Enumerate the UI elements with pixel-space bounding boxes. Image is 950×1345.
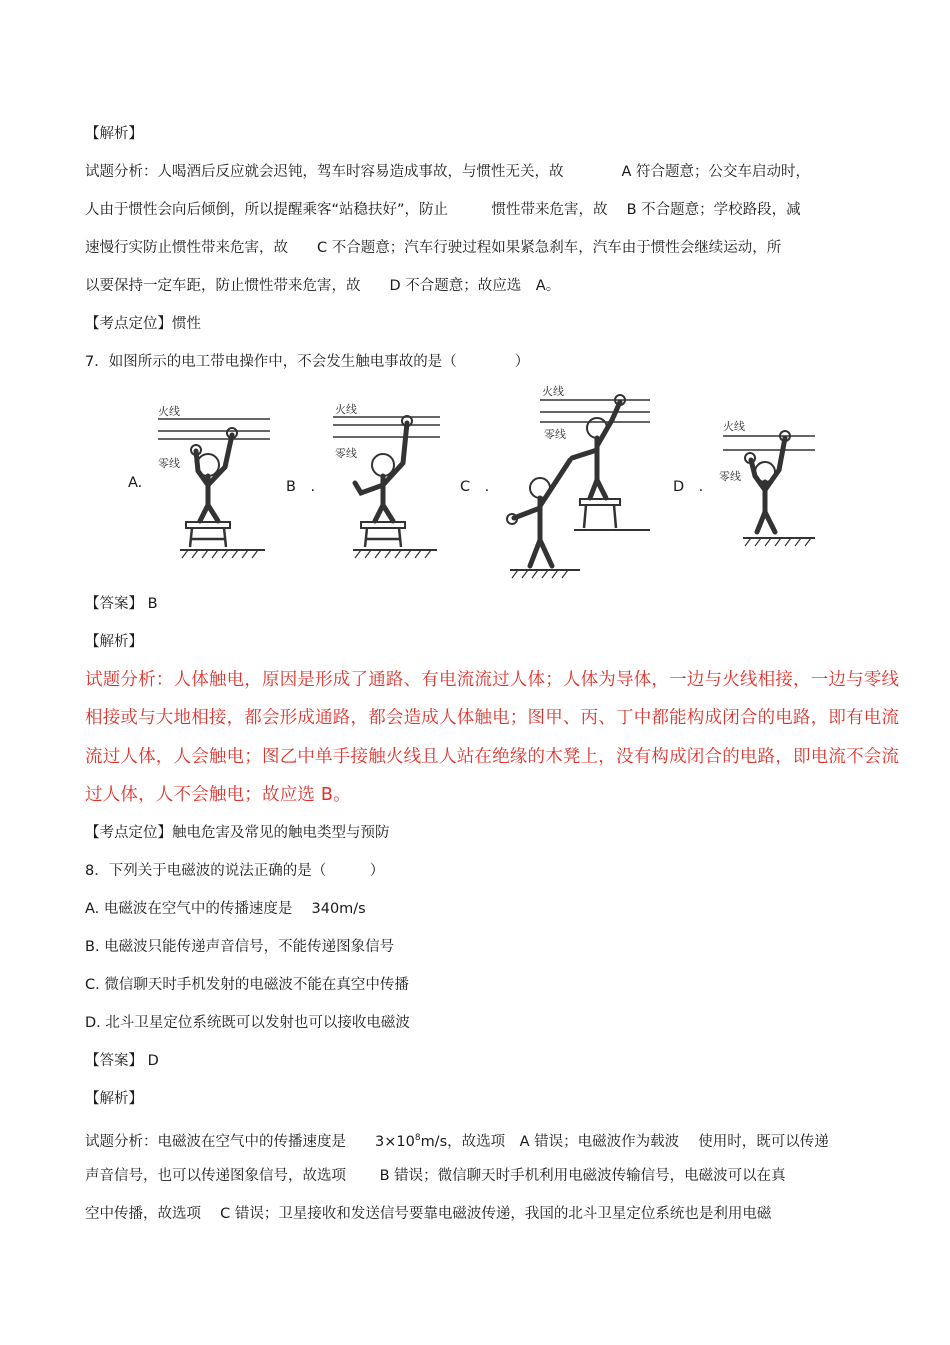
option-d-label: D . xyxy=(673,479,704,495)
figure-a xyxy=(150,395,275,565)
analysis-text-line: 空中传播，故选项 C 错误；卫星接收和发送信号要靠电磁波传递，我国的北斗卫星定位系统也是利用电磁 xyxy=(85,1206,772,1222)
figure-b xyxy=(325,395,450,565)
analysis-red-line: 试题分析：人体触电，原因是形成了通路、有电流流过人体；人体为导体，一边与火线相接，一边与零线 xyxy=(85,670,900,690)
analysis-heading: 【解析】 xyxy=(85,1091,143,1107)
analysis-text-line: 声音信号，也可以传递图象信号，故选项 B 错误；微信聊天时手机利用电磁波传输信号，电磁波可以在真 xyxy=(85,1168,786,1184)
analysis-text-line: 人由于惯性会向后倾倒，所以提醒乘客“站稳扶好”，防止 惯性带来危害，故 B 不合题意；学校路段，减 xyxy=(85,202,801,218)
analysis-text-part: 试题分析：电磁波在空气中的传播速度是 3×10 xyxy=(85,1134,415,1150)
live-wire-label: 火线 xyxy=(723,420,745,433)
analysis-text-line: 速慢行实防止惯性带来危害，故 C 不合题意；汽车行驶过程如果紧急刹车，汽车由于惯性会继续运动，所 xyxy=(85,240,782,256)
neutral-wire-label: 零线 xyxy=(158,457,180,470)
question-8: 8．下列关于电磁波的说法正确的是（ ） xyxy=(85,863,385,879)
neutral-wire-label: 零线 xyxy=(544,428,566,441)
analysis-red-line: 过人体，人不会触电；故应选 B。 xyxy=(85,785,351,805)
neutral-wire-label: 零线 xyxy=(335,447,357,460)
exponent: 8 xyxy=(414,1133,421,1143)
answer-label: 【答案】 B xyxy=(85,596,158,612)
analysis-text-part: m/s，故选项 A 错误；电磁波作为载波 使用时，既可以传递 xyxy=(420,1134,829,1150)
analysis-text-line: 以要保持一定车距，防止惯性带来危害，故 D 不合题意；故应选 A。 xyxy=(85,278,561,294)
analysis-text-line xyxy=(85,1128,829,1152)
option-b: B. 电磁波只能传递声音信号，不能传递图象信号 xyxy=(85,939,395,955)
option-a: A. 电磁波在空气中的传播速度是 340m/s xyxy=(85,901,366,917)
answer-label: 【答案】 D xyxy=(85,1053,159,1069)
option-d: D. 北斗卫星定位系统既可以发射也可以接收电磁波 xyxy=(85,1015,410,1031)
option-a-label: A. xyxy=(128,475,143,491)
analysis-red-line: 相接或与大地相接，都会形成通路，都会造成人体触电；图甲、丙、丁中都能构成闭合的电路，即有电流 xyxy=(85,708,900,728)
analysis-text-line: 试题分析：人喝酒后反应就会迟钝，驾车时容易造成事故，与惯性无关，故 A 符合题意；公交车启动时， xyxy=(85,164,811,180)
analysis-red-line: 流过人体，人会触电；图乙中单手接触火线且人站在绝缘的木凳上，没有构成闭合的电路，即电流不会流 xyxy=(85,747,900,767)
neutral-wire-label: 零线 xyxy=(719,470,741,483)
option-c: C. 微信聊天时手机发射的电磁波不能在真空中传播 xyxy=(85,977,409,993)
live-wire-label: 火线 xyxy=(542,385,564,398)
analysis-heading: 【解析】 xyxy=(85,126,143,142)
live-wire-label: 火线 xyxy=(158,405,180,418)
question-7: 7．如图所示的电工带电操作中，不会发生触电事故的是（ ） xyxy=(85,354,530,370)
option-c-label: C . xyxy=(460,479,490,495)
kaodian-label: 【考点定位】惯性 xyxy=(85,316,201,332)
live-wire-label: 火线 xyxy=(335,403,357,416)
kaodian-label: 【考点定位】触电危害及常见的触电类型与预防 xyxy=(85,825,390,841)
option-b-label: B . xyxy=(286,479,316,495)
figure-d xyxy=(715,410,825,555)
figure-c xyxy=(500,380,660,580)
analysis-heading: 【解析】 xyxy=(85,634,143,650)
